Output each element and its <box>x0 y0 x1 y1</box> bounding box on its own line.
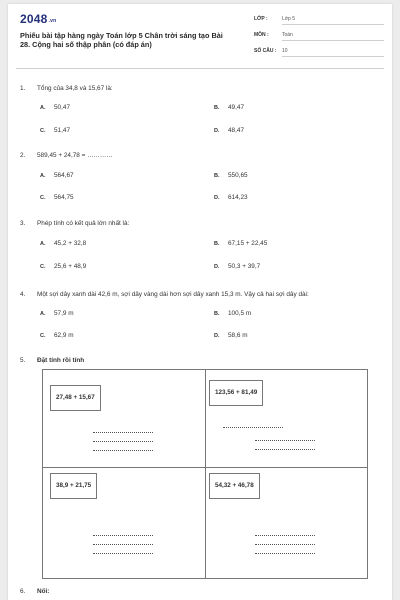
answer-line[interactable] <box>93 544 153 545</box>
meta-subject <box>254 32 384 38</box>
meta-value: 10 <box>282 48 288 54</box>
answer-line[interactable] <box>93 553 153 554</box>
option-b[interactable]: B. 550,65 <box>214 172 248 179</box>
answer-line[interactable] <box>93 441 153 442</box>
question-text: Phép tính có kết quả lớn nhất là: <box>37 220 130 227</box>
worksheet-page <box>8 4 392 600</box>
logo-suffix: .vn <box>48 18 57 24</box>
calculation-grid <box>42 369 368 579</box>
grid-divider <box>205 370 206 578</box>
exercise-box: 38,9 + 21,75 <box>50 473 97 499</box>
answer-line[interactable] <box>255 440 315 441</box>
answer-line[interactable] <box>255 449 315 450</box>
header-divider <box>16 68 384 69</box>
option-c[interactable]: C. 51,47 <box>40 127 70 134</box>
meta-value: Lớp 5 <box>282 16 296 22</box>
answer-line[interactable] <box>223 427 283 428</box>
meta-label: LỚP : <box>254 16 268 22</box>
question-number: 4. <box>20 291 26 298</box>
answer-line[interactable] <box>255 553 315 554</box>
option-b[interactable]: B. 67,15 + 22,45 <box>214 240 268 247</box>
option-d[interactable]: D. 614,23 <box>214 194 248 201</box>
question-number: 2. <box>20 152 26 159</box>
option-a[interactable]: A. 57,9 m <box>40 310 74 317</box>
meta-label: SỐ CÂU : <box>254 48 277 54</box>
meta-label: MÔN : <box>254 32 269 38</box>
option-d[interactable]: D. 48,47 <box>214 127 244 134</box>
grid-divider <box>43 467 367 468</box>
question-number: 3. <box>20 220 26 227</box>
option-b[interactable]: B. 100,5 m <box>214 310 252 317</box>
option-d[interactable]: D. 50,3 + 39,7 <box>214 263 261 270</box>
question-text: 589,45 + 24,78 = ………… <box>37 152 113 159</box>
meta-class <box>254 16 384 22</box>
option-c[interactable]: C. 564,75 <box>40 194 74 201</box>
section-title: Đặt tính rồi tính <box>37 357 85 364</box>
section-number: 6. <box>20 588 26 595</box>
meta-value: Toán <box>282 32 293 38</box>
answer-line[interactable] <box>93 535 153 536</box>
site-logo[interactable] <box>20 12 56 26</box>
section-number: 5. <box>20 357 26 364</box>
option-c[interactable]: C. 62,9 m <box>40 332 74 339</box>
answer-line[interactable] <box>93 450 153 451</box>
exercise-box: 27,48 + 15,67 <box>50 385 101 411</box>
answer-line[interactable] <box>93 432 153 433</box>
option-c[interactable]: C. 25,6 + 48,9 <box>40 263 87 270</box>
worksheet-title: Phiếu bài tập hàng ngày Toán lớp 5 Chân trời sáng tạo Bài 28. Cộng hai số thập phân (có đáp án) <box>20 31 223 49</box>
meta-count <box>254 48 384 54</box>
option-a[interactable]: A. 50,47 <box>40 104 70 111</box>
option-a[interactable]: A. 45,2 + 32,8 <box>40 240 87 247</box>
logo-text: 2048 <box>20 12 48 26</box>
option-d[interactable]: D. 58,6 m <box>214 332 248 339</box>
exercise-box: 54,32 + 46,78 <box>209 473 260 499</box>
question-text: Tổng của 34,8 và 15,67 là: <box>37 85 113 92</box>
answer-line[interactable] <box>255 535 315 536</box>
exercise-box: 123,56 + 81,49 <box>209 380 263 406</box>
question-text: Một sợi dây xanh dài 42,6 m, sợi dây vàng dài hơn sợi dây xanh 15,3 m. Vậy cả hai sợi dây dài: <box>37 291 309 298</box>
option-b[interactable]: B. 49,47 <box>214 104 244 111</box>
option-a[interactable]: A. 564,67 <box>40 172 74 179</box>
section-title: Nối: <box>37 588 50 595</box>
question-number: 1. <box>20 85 26 92</box>
answer-line[interactable] <box>255 544 315 545</box>
